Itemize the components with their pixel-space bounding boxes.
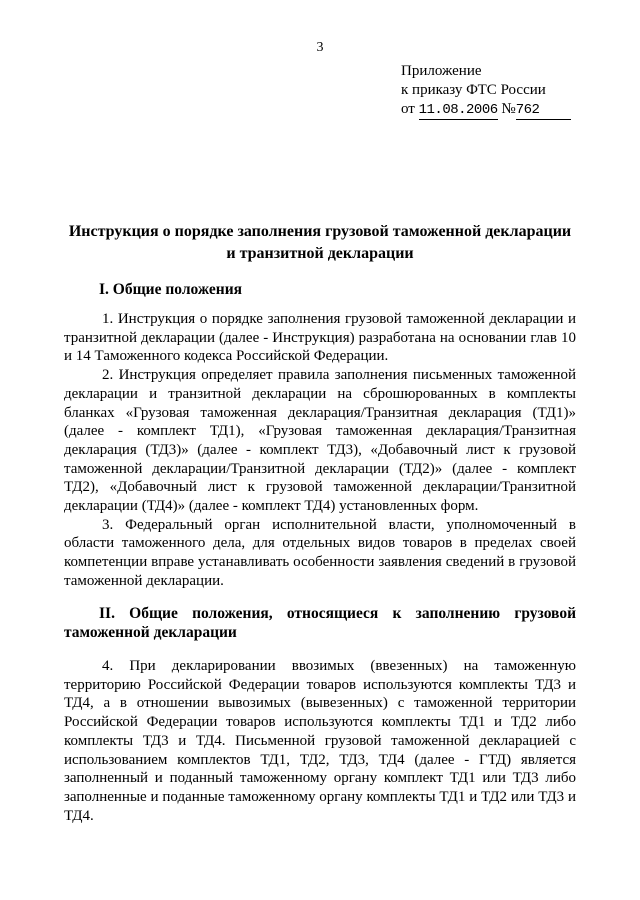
annex-line-3 <box>401 100 571 120</box>
paragraph-1: 1. Инструкция о порядке заполнения грузовой таможенной декларации и транзитной декларации (далее - Инструкция) разработана на основании глав 10 и 14 Таможенного кодекса Российской Федерации. <box>64 311 576 365</box>
annex-date-value: 11.08.2006 <box>418 102 498 118</box>
paragraph-2: 2. Инструкция определяет правила заполнения письменных таможенной декларации и транзитной декларации на сброшюрованных в комплекты бланках «Грузовая таможенная декларация/Транзитная декларация (ТД1)» (далее - комплект ТД1), «Грузовая таможенная декларация/Транзитная декларация (ТД3)» (далее - комплект ТД3), «Добавочный лист к грузовой таможенной декларации/Транзитной декларации (ТД2)» (далее - комплект ТД2), «Добавочный лист к грузовой таможенной декларации/Транзитной декларации (ТД4)» (далее - комплект ТД4) установленных форм. <box>64 367 576 515</box>
annex-date-prefix: от <box>401 101 419 117</box>
annex-number-value: 762 <box>516 102 572 120</box>
paragraph-4: 4. При декларировании ввозимых (ввезенных) на таможенную территорию Российской Федерации товаров используются комплекты ТД3 и ТД4, а в отношении вывозимых (вывезенных) с таможенной территории Российской Федерации товаров используются комплекты ТД1 и ТД2 либо комплекты ТД3 и ТД4. Письменной грузовой таможенной декларацией с использованием комплектов ТД1, ТД2, ТД3, ТД4 (далее - ГТД) является заполненный и поданный таможенному органу комплект ТД1 или ТД3 либо заполненные и поданные таможенному органу комплекты ТД1 и ТД2 или ТД3 и ТД4. <box>64 658 576 824</box>
section-1-body <box>64 310 576 591</box>
section-heading-general-provisions: I. Общие положения <box>99 281 243 298</box>
section-2-body <box>64 657 576 825</box>
annex-line-2: к приказу ФТС России <box>401 82 546 98</box>
paragraph-3: 3. Федеральный орган исполнительной власти, уполномоченный в области таможенного дела, для отдельных видов товаров в пределах своей компетенции вправе устанавливать особенности заявления сведений в грузовой таможенной декларации. <box>64 516 576 589</box>
section-heading-gtd-filling: II. Общие положения, относящиеся к заполнению грузовой таможенной декларации <box>64 605 576 641</box>
annex-number-prefix: № <box>497 101 516 117</box>
annex-line-1: Приложение <box>401 63 482 79</box>
annex-block <box>401 62 571 120</box>
document-title: Инструкция о порядке заполнения грузовой таможенной декларации и транзитной декларации <box>68 223 572 262</box>
page-number: 3 <box>316 40 324 55</box>
